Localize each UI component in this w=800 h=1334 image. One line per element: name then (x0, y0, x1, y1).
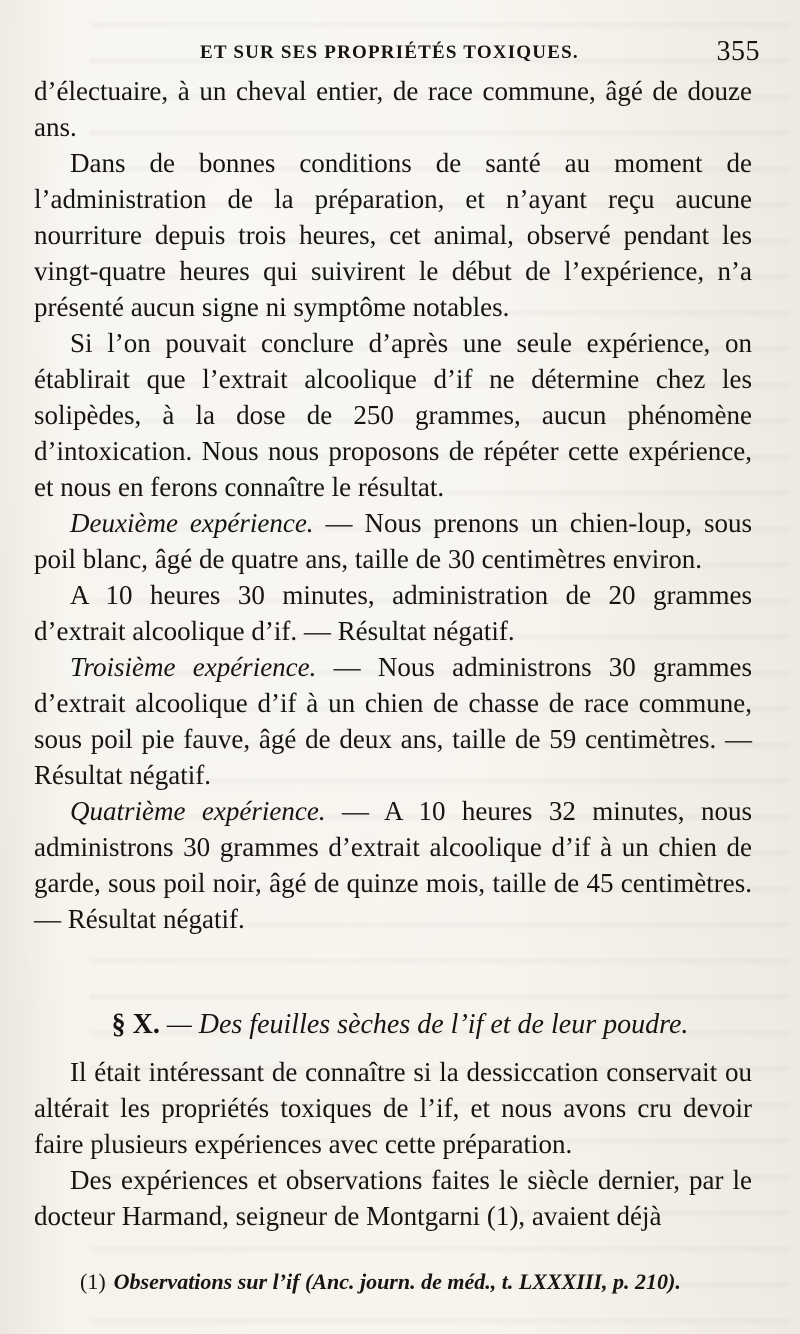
section-number: § X. (111, 1009, 160, 1040)
section-title: Des feuilles sèches de l’if et de leur poudre. (198, 1009, 689, 1040)
page-header (200, 36, 760, 70)
paragraph-4: Il était intéressant de connaître si la dessiccation conservait ou altérait les propriétés toxiques de l’if, et nous avons cru devoir faire plusieurs expériences avec cette préparation. (34, 1057, 752, 1159)
main-text-bottom (34, 1054, 752, 1234)
footnote-marker: (1) (80, 1269, 106, 1294)
footnote-text: Observations sur l’if (Anc. journ. de méd., t. LXXXIII, p. 210). (113, 1269, 681, 1294)
paragraph-3: Si l’on pouvait conclure d’après une seule expérience, on établirait que l’extrait alcoolique d’if ne détermine chez les solipèdes, à la dose de 250 grammes, aucun phénomène d’intoxication. Nous nous proposons de répéter cette expérience, et nous en ferons connaître le résultat. (34, 328, 752, 502)
experiment-2-paragraph (34, 505, 752, 577)
running-head: ET SUR SES PROPRIÉTÉS TOXIQUES. (200, 42, 579, 63)
experiment-3-label: Troisième expérience. (70, 652, 317, 682)
page-number: 355 (716, 36, 760, 67)
experiment-2-result (34, 577, 752, 649)
experiment-4-paragraph (34, 793, 752, 937)
experiment-2-label: Deuxième expérience. (70, 508, 314, 538)
experiment-4-text: — A 10 heures 32 minutes, nous administrons 30 grammes d’extrait alcoolique d’if à un chien de garde, sous poil noir, âgé de quinze mois, taille de 45 centimètres. — Résultat négatif. (34, 796, 752, 934)
section-dash: — (159, 1009, 199, 1040)
paragraph-2: Dans de bonnes conditions de santé au moment de l’administration de la préparation, et n’ayant reçu aucune nourriture depuis trois heures, cet animal, observé pendant les vingt-quatre heures qui suivirent le début de l’expérience, n’a présenté aucun signe ni symptôme notables. (34, 148, 752, 322)
experiment-2-result-text: A 10 heures 30 minutes, administration de 20 grammes d’extrait alcoolique d’if. — Résultat négatif. (34, 580, 752, 646)
paragraph-1: d’électuaire, à un cheval entier, de race commune, âgé de douze ans. (34, 76, 752, 142)
paragraph-5: Des expériences et observations faites le siècle dernier, par le docteur Harmand, seigneur de Montgarni (1), avaient déjà (34, 1165, 752, 1231)
section-heading (0, 1008, 800, 1042)
experiment-4-label: Quatrième expérience. (70, 796, 326, 826)
experiment-2-text: — Nous prenons un chien-loup, sous poil blanc, âgé de quatre ans, taille de 30 centimètres environ. (34, 508, 752, 574)
main-text-top (34, 73, 752, 937)
experiment-3-text: — Nous administrons 30 grammes d’extrait alcoolique d’if à un chien de chasse de race commune, sous poil pie fauve, âgé de deux ans, taille de 59 centimètres. — Résultat négatif. (34, 652, 752, 790)
footnote (80, 1268, 730, 1296)
experiment-3-paragraph (34, 649, 752, 793)
